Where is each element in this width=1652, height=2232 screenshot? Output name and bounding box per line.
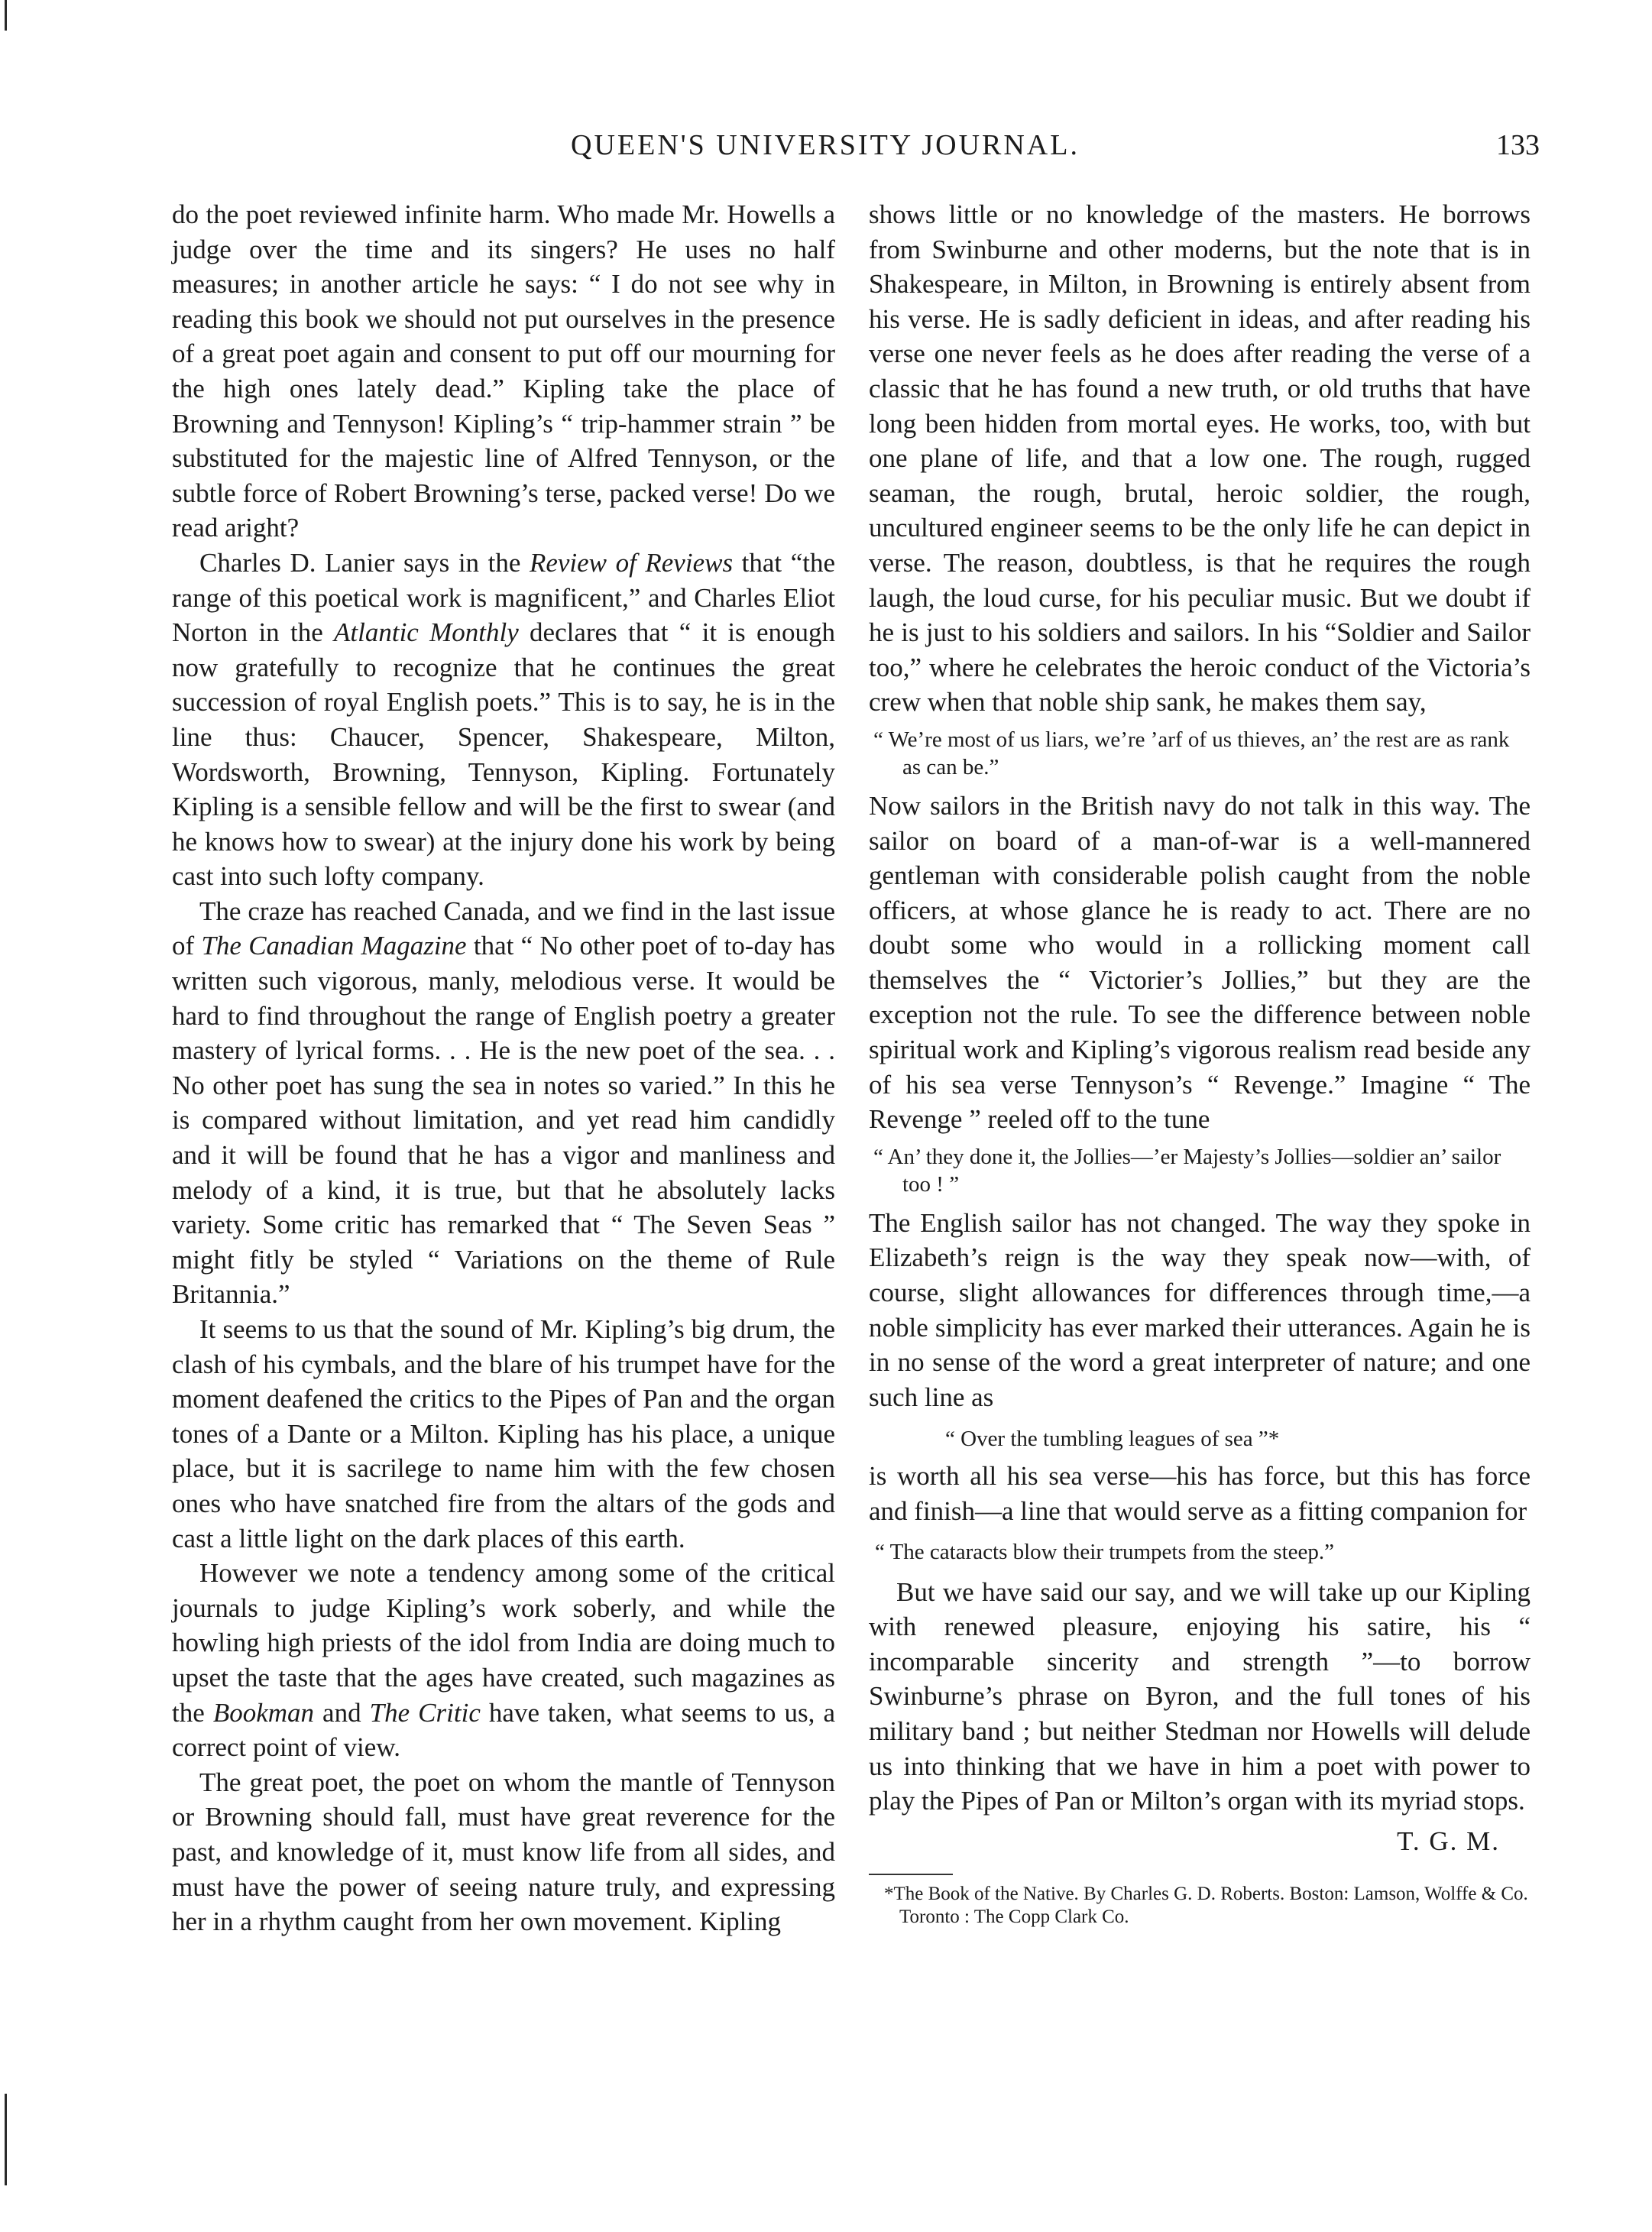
paragraph: [172, 546, 835, 894]
paragraph: It seems to us that the sound of Mr. Kipling’s big drum, the clash of his cymbals, and the blare of his trumpet have for the moment deafened the critics to the Pipes of Pan and the organ tones of a Dante or a Milton. Kipling has his place, a unique place, but it is sacrilege to name him with the few chosen ones who have snatched fire from the altars of the gods and cast a little light on the dark places of this earth.: [172, 1314, 835, 1553]
paragraph: But we have said our say, and we will take up our Kipling with renewed pleasure, enjoying his satire, his “ incomparable sincerity and strength ”—to borrow Swinburne’s phrase on Byron, and the full tones of his military band ; but neither Stedman nor Howells will delude us into thinking that we have in him a poet with power to play the Pipes of Pan or Milton’s organ with its myriad stops.: [869, 1576, 1531, 1816]
left-column: [172, 197, 835, 1939]
paragraph: [172, 1556, 835, 1765]
text-run: declares that “ it is enough now gratefully to recognize that he continues the great succession of royal English poets.” This is to say, he is in the line thus: Chaucer, Spencer, Shakespeare, Milton, Wordsworth, Browning, Tennyson, Kipling. Fortunately Kipling is a sensible fellow and will be the first to swear (and he knows how to swear) at the injury done his work by being cast into such lofty company.: [172, 617, 836, 892]
page-edge-rule-top: [5, 0, 7, 31]
running-header: [0, 128, 1652, 174]
publication-title: The Canadian Magazine: [201, 931, 467, 961]
paragraph: The English sailor has not changed. The way they spoke in Elizabeth’s reign is the way they speak now—with, of course, slight allowances for differences through time,—a noble simplicity has ever marked their utterances. Again he is in no sense of the word a great interpreter of nature; and one such line as: [869, 1207, 1531, 1412]
text-run: The craze has reached Canada, and we find in the last issue of: [172, 896, 835, 961]
paragraph: [172, 894, 835, 1312]
text-run: Charles D. Lanier says in the: [199, 547, 530, 578]
verse-quote: “ The cataracts blow their trumpets from the steep.”: [875, 1539, 1334, 1564]
footnote: *The Book of the Native. By Charles G. D. Roberts. Boston: Lamson, Wolffe & Co. Toronto : The Copp Clark Co.: [884, 1883, 1528, 1927]
paragraph: do the poet reviewed infinite harm. Who made Mr. Howells a judge over the time and its singers? He uses no half measures; in another article he says: “ I do not see why in reading this book we should not put ourselves in the presence of a great poet again and consent to put off our mourning for the high ones lately dead.” Kipling take the place of Browning and Tennyson! Kipling’s “ trip-hammer strain ” be substituted for the majestic line of Alfred Tennyson, or the subtle force of Robert Browning’s terse, packed verse! Do we read aright?: [172, 199, 835, 543]
footnote-rule: [869, 1874, 953, 1875]
text-run: that “ No other poet of to-day has written such vigorous, manly, melodious verse. It would be hard to find throughout the range of English poetry a greater mastery of lyrical forms. . . He is the new poet of the sea. . . No other poet has sung the sea in notes so varied.” In this he is compared without limitation, and yet read him candidly and it will be found that he has a vigor and manliness and melody of a kind, it is true, but that he absolutely lacks variety. Some critic has remarked that “ The Seven Seas ” might fitly be styled “ Variations on the theme of Rule Britannia.”: [172, 931, 835, 1310]
paragraph: is worth all his sea verse—his has force, but this has force and finish—a line that would serve as a fitting companion for: [869, 1461, 1531, 1526]
text-run: that “the range of this poetical work is magnificent,” and Charles Eliot Norton in the: [172, 547, 836, 648]
text-run: However we note a tendency among some of the critical journals to judge Kipling’s work soberly, and while the howling high priests of the idol from India are doing much to upset the taste that the ages have created, such magazines as the: [172, 1558, 835, 1728]
page-number: 133: [1496, 129, 1540, 161]
paragraph: Now sailors in the British navy do not talk in this way. The sailor on board of a man-of-war is a well-mannered gentleman with considerable polish caught from the noble officers, at whose glance he is ready to act. There are no doubt some who would in a rollicking moment call themselves the “ Victorier’s Jollies,” but they are the exception not the rule. To see the difference between noble spiritual work and Kipling’s vigorous realism read beside any of his sea verse Tennyson’s “ Revenge.” Imagine “ The Revenge ” reeled off to the tune: [869, 790, 1531, 1135]
paragraph: shows little or no knowledge of the masters. He borrows from Swinburne and other moderns, but the note that is in Shakespeare, in Milton, in Browning is entirely absent from his verse. He is sadly deficient in ideas, and after reading his verse one never feels as he does after reading the verse of a classic that he has found a new truth, or old truths that have long been hidden from mortal eyes. He works, too, with but one plane of life, and that a low one. The rough, rugged seaman, the rough, brutal, heroic soldier, the rough, uncultured engineer seems to be the only life he can depict in verse. The reason, doubtless, is that he requires the rough laugh, the loud curse, for his peculiar music. But we doubt if he is just to his soldiers and sailors. In his “Soldier and Sailor too,” where he celebrates the heroic conduct of the Victoria’s crew when that noble ship sank, he makes them say,: [869, 199, 1531, 718]
right-column: [869, 197, 1531, 1929]
author-signature: T. G. M.: [1397, 1825, 1500, 1856]
publication-title: The Critic: [369, 1697, 481, 1728]
publication-title: Bookman: [212, 1697, 315, 1728]
journal-title: QUEEN'S UNIVERSITY JOURNAL.: [571, 129, 1080, 161]
page-edge-rule-bottom: [5, 2094, 7, 2185]
verse-quote: “ Over the tumbling leagues of sea ”*: [945, 1427, 1280, 1452]
text-run: have taken, what seems to us, a correct point of view.: [172, 1697, 835, 1763]
verse-quote: “ An’ they done it, the Jollies—’er Majesty’s Jollies—soldier an’ sailor too ! ”: [873, 1144, 1501, 1197]
paragraph: The great poet, the poet on whom the mantle of Tennyson or Browning should fall, must have great reverence for the past, and knowledge of it, must know life from all sides, and must have the power of seeing nature truly, and expressing her in a rhythm caught from her own movement. Kipling: [172, 1767, 835, 1937]
verse-quote: “ We’re most of us liars, we’re ’arf of us thieves, an’ the rest are as rank as can be.”: [873, 727, 1510, 779]
text-run: and: [314, 1697, 370, 1728]
publication-title: Review of Reviews: [529, 547, 734, 578]
publication-title: Atlantic Monthly: [334, 617, 519, 648]
